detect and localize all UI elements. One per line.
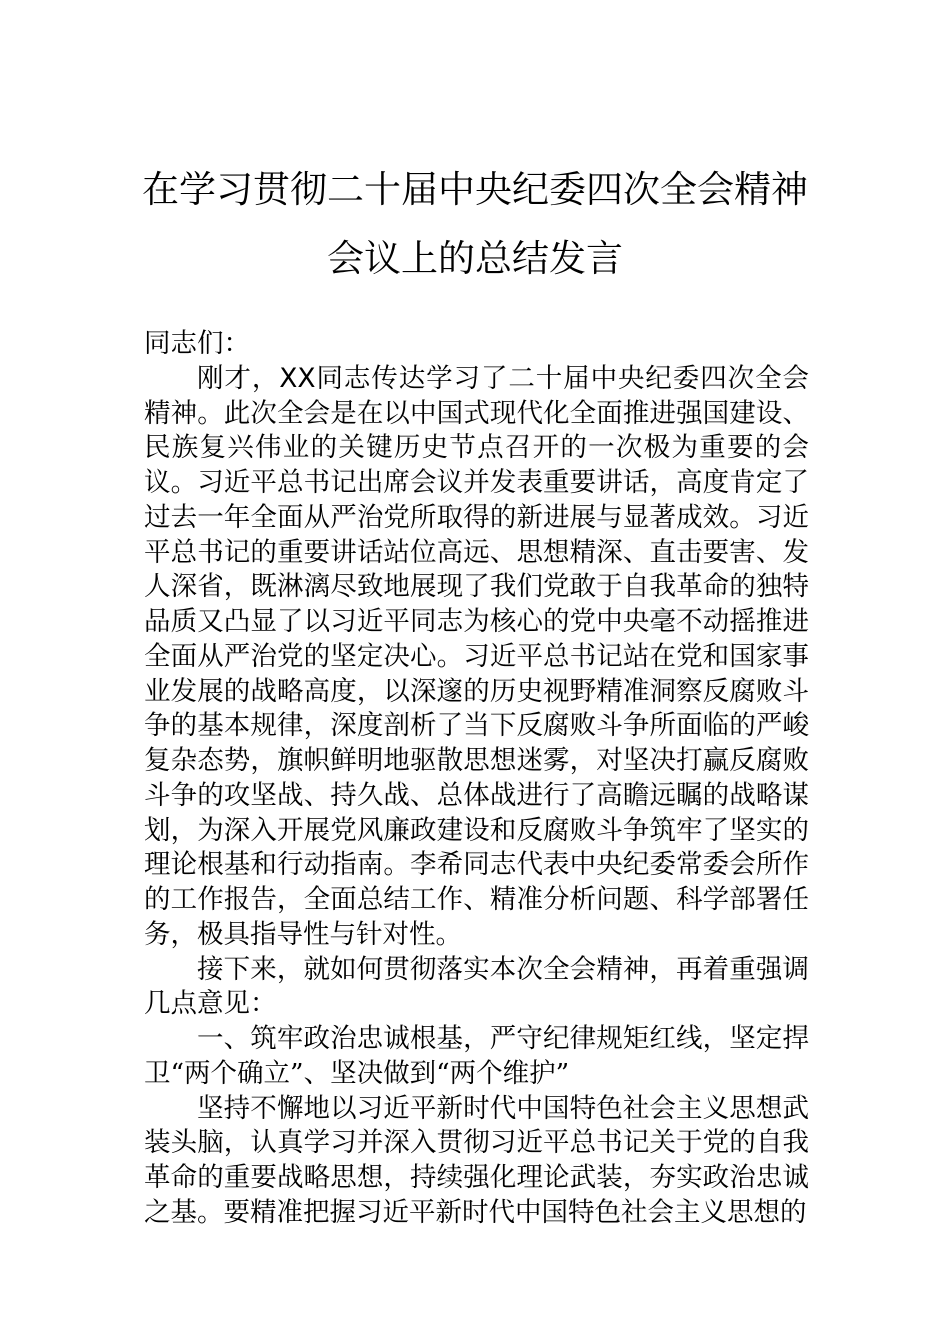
title-line-2: 会议上的总结发言 [327, 237, 623, 280]
salutation: 同志们： [144, 328, 250, 359]
section-heading: 一、筑牢政治忠诚根基，严守纪律规矩红线，坚定捍卫“两个确立”、坚决做到“两个维护” [144, 1023, 809, 1089]
body-paragraph: 接下来，就如何贯彻落实本次全会精神，再着重强调几点意见： [144, 953, 809, 1020]
body-paragraph: 刚才，XX同志传达学习了二十届中央纪委四次全会精神。此次全会是在以中国式现代化全面推进强国建设、民族复兴伟业的关键历史节点召开的一次极为重要的会议。习近平总书记出席会议并发表重要讲话，高度肯定了过去一年全面从严治党所取得的新进展与显著成效。习近平总书记的重要讲话站位高远、思想精深、直击要害、发人深省，既淋漓尽致地展现了我们党敢于自我革命的独特品质又凸显了以习近平同志为核心的党中央毫不动摇推进全面从严治党的坚定决心。习近平总书记站在党和国家事业发展的战略高度，以深邃的历史视野精准洞察反腐败斗争的基本规律，深度剖析了当下反腐败斗争所面临的严峻复杂态势，旗帜鲜明地驱散思想迷雾，对坚决打赢反腐败斗争的攻坚战、持久战、总体战进行了高瞻远瞩的战略谋划，为深入开展党风廉政建设和反腐败斗争筑牢了坚实的理论根基和行动指南。李希同志代表中央纪委常委会所作的工作报告，全面总结工作、精准分析问题、科学部署任务，极具指导性与针对性。 [144, 362, 809, 950]
title-line-1: 在学习贯彻二十届中央纪委四次全会精神 [142, 168, 808, 211]
document-body [144, 327, 809, 1231]
body-paragraph: 坚持不懈地以习近平新时代中国特色社会主义思想武装头脑，认真学习并深入贯彻习近平总书记关于党的自我革命的重要战略思想，持续强化理论武装，夯实政治忠诚之基。要精准把握习近平新时代中国特色社会主义思想的 [144, 1092, 809, 1228]
